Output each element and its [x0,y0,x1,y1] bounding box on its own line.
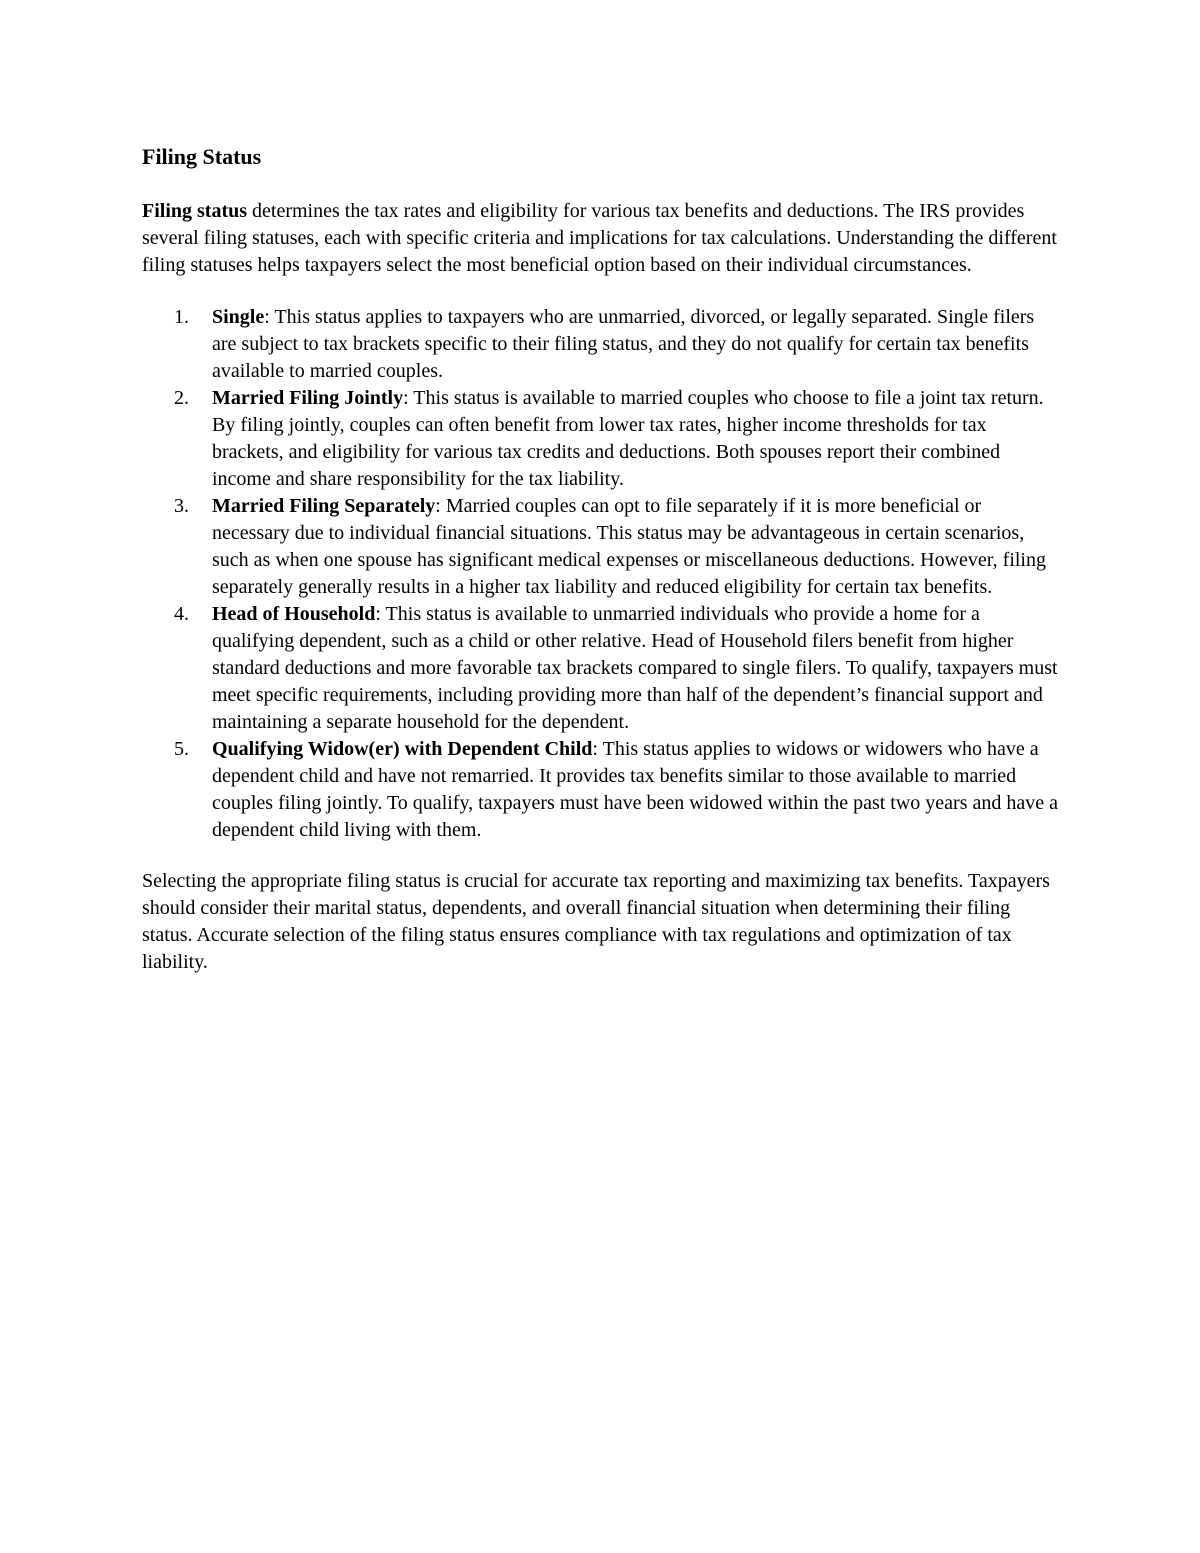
list-item-text: : Married couples can opt to file separately if it is more beneficial or necessary due to individual financial situations. This status may be advantageous in certain scenarios, such as when one spouse has significant medical expenses or miscellaneous deductions. However, filing separately generally results in a higher tax liability and reduced eligibility for certain tax benefits. [212,495,1046,598]
list-item [142,736,1062,844]
conclusion-paragraph: Selecting the appropriate filing status is crucial for accurate tax reporting and maximizing tax benefits. Taxpayers should consider their marital status, dependents, and overall financial situation when determining their filing status. Accurate selection of the filing status ensures compliance with tax regulations and optimization of tax liability. [142,870,1050,973]
list-item-number: 4. [174,603,189,625]
list-item [142,385,1062,493]
list-item-text: : This status is available to married couples who choose to file a joint tax return. By filing jointly, couples can often benefit from lower tax rates, higher income thresholds for tax brackets, and eligibility for various tax credits and deductions. Both spouses report their combined income and share responsibility for the tax liability. [212,387,1044,490]
intro-text: determines the tax rates and eligibility for various tax benefits and deductions. The IRS provides several filing statuses, each with specific criteria and implications for tax calculations. Understanding the different filing statuses helps taxpayers select the most beneficial option based on their individual circumstances. [142,200,1057,276]
list-item-term: Married Filing Jointly [212,387,404,409]
list-item-term: Qualifying Widow(er) with Dependent Child [212,738,593,760]
list-item-number: 5. [174,738,189,760]
list-item [142,304,1062,385]
intro-lead-term: Filing status [142,200,248,222]
document-page [142,142,1062,976]
list-item-term: Married Filing Separately [212,495,436,517]
filing-status-list [142,304,1062,844]
list-item-number: 3. [174,495,189,517]
list-item-term: Single [212,306,265,328]
page-title: Filing Status [142,144,262,169]
list-item-term: Head of Household [212,603,376,625]
list-item-number: 2. [174,387,189,409]
intro-paragraph [142,198,1062,279]
list-item [142,601,1062,736]
list-item-text: : This status is available to unmarried individuals who provide a home for a qualifying dependent, such as a child or other relative. Head of Household filers benefit from higher standard deductions and more favorable tax brackets compared to single filers. To qualify, taxpayers must meet specific requirements, including providing more than half of the dependent’s financial support and maintaining a separate household for the dependent. [212,603,1058,733]
list-item [142,493,1062,601]
list-item-text: : This status applies to widows or widowers who have a dependent child and have not remarried. It provides tax benefits similar to those available to married couples filing jointly. To qualify, taxpayers must have been widowed within the past two years and have a dependent child living with them. [212,738,1058,841]
list-item-text: : This status applies to taxpayers who are unmarried, divorced, or legally separated. Single filers are subject to tax brackets specific to their filing status, and they do not qualify for certain tax benefits available to married couples. [212,306,1035,382]
list-item-number: 1. [174,306,189,328]
